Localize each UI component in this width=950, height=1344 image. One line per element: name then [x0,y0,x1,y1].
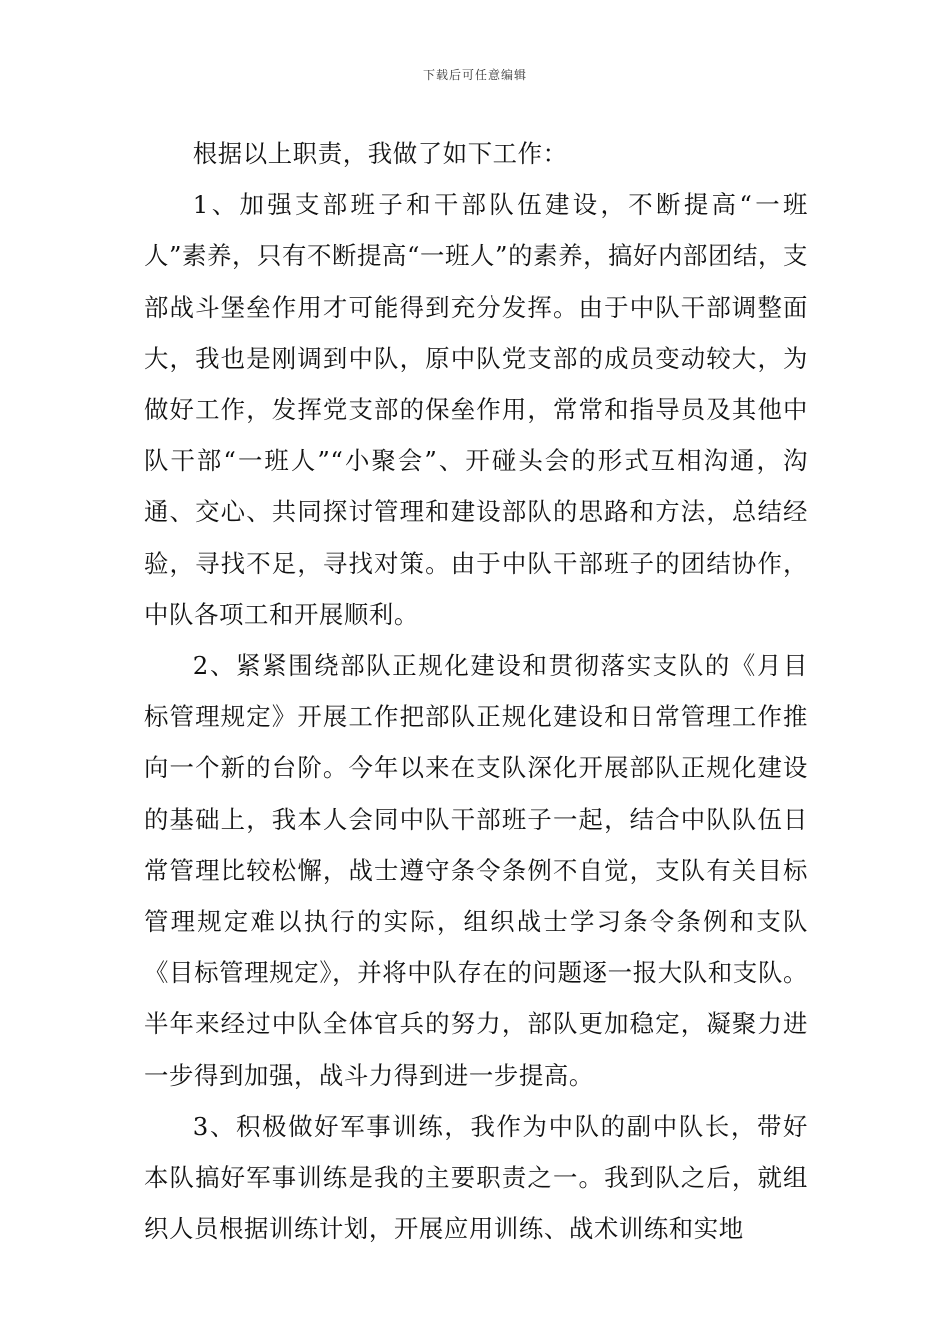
paragraph-item-1: 1、加强支部班子和干部队伍建设，不断提高“一班人”素养，只有不断提高“一班人”的素养，搞好内部团结，支部战斗堡垒作用才可能得到充分发挥。由于中队干部调整面大，我也是刚调到中队，原中队党支部的成员变动较大，为做好工作，发挥党支部的保垒作用，常常和指导员及其他中队干部“一班人”“小聚会”、开碰头会的形式互相沟通，沟通、交心、共同探讨管理和建设部队的思路和方法，总结经验，寻找不足，寻找对策。由于中队干部班子的团结协作，中队各项工和开展顺利。 [144,190,808,629]
paragraph-item-3: 3、积极做好军事训练，我作为中队的副中队长，带好本队搞好军事训练是我的主要职责之一。我到队之后，就组织人员根据训练计划，开展应用训练、战术训练和实地 [144,1111,808,1244]
document-body [144,128,808,1254]
paragraph-intro: 根据以上职责，我做了如下工作： [192,139,568,168]
paragraph-item-2: 2、紧紧围绕部队正规化建设和贯彻落实支队的《月目标管理规定》开展工作把部队正规化建设和日常管理工作推向一个新的台阶。今年以来在支队深化开展部队正规化建设的基础上，我本人会同中队干部班子一起，结合中队队伍日常管理比较松懈，战士遵守条令条例不自觉，支队有关目标管理规定难以执行的实际，组织战士学习条令条例和支队《目标管理规定》，并将中队存在的问题逐一报大队和支队。半年来经过中队全体官兵的努力，部队更加稳定，凝聚力进一步得到加强，战斗力得到进一步提高。 [144,651,808,1090]
page-header: 下载后可任意编辑 [422,68,527,82]
